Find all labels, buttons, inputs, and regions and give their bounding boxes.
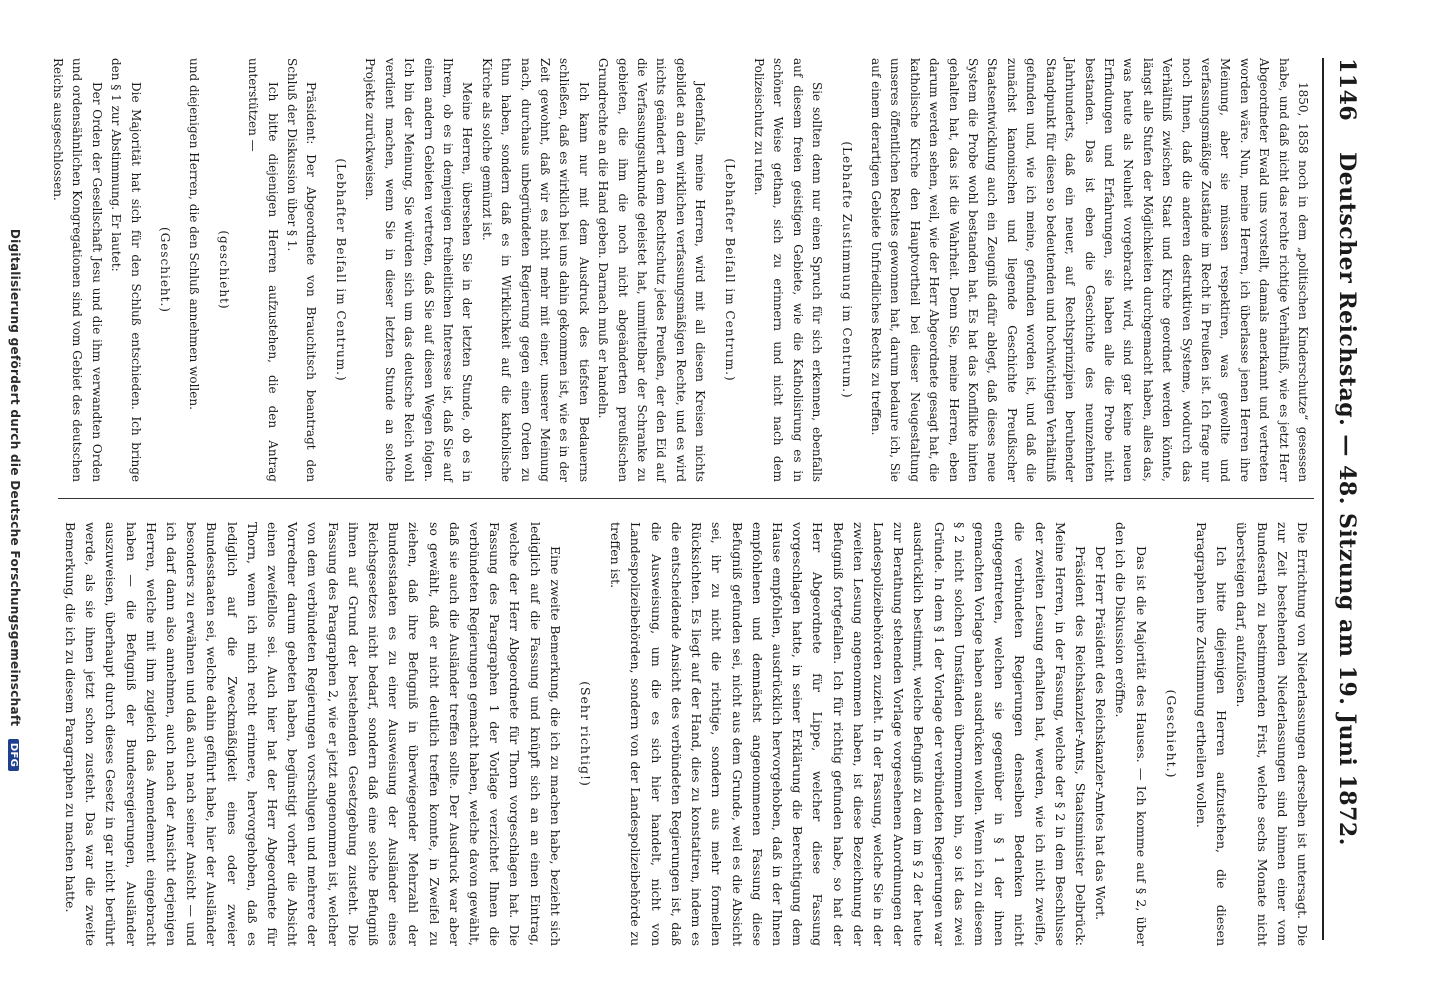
dfg-logo: DFG [8,739,19,771]
stage-direction: (Sehr richtig!) [578,681,594,787]
paragraph: 1850, 1858 noch in dem „politischen Kinderschutze“ gesessen habe, und daß nicht das rechte richtige Verhältniß, wie es jetzt Herr Abgeordneter Ewald uns vorstellt, damals anerkannt und vertreten worden wäre. Nun, meine Herren, ich überlasse jenen Herren ihre Meinung, aber sie müssen respektiren, was gewollte und verfassungsmäßige Zustände im Recht in Preußen ist. Ich frage nur noch Ihnen, daß die anderen destruktiven Systeme, wodurch das Verhältniß zwischen Staat und Kirche geordnet werden könnte, längst alle Stufen der Möglichkeiten durchgemacht haben, alles das, was heute als Neuheit vorgebracht wird, sind gar keine neuen Erfindungen und Erfahrungen, sie haben alle die Probe nicht bestanden. Das ist eben die Geschichte des neunzehnten Jahrhunderts, daß ein neuer, auf Rechtsprinzipien beruhender Standpunkt für diesen so bedeutenden und hochwichtigen Verhältniß gefunden und, wie ich meine, gefunden worden ist, und daß die zunächst kanonischen und liegende Geschichte Preußischer Staatsentwicklung auch ein Zeugniß dafür ablegt, daß dieses neue System die Probe wohl bestanden hat. Es hat das Konflikte hinten gehalten hat, das ist die Wahrheit. Denn Sie, meine Herren, eben darum werden sehen, weil, wie der Herr Abgeordnete gesagt hat, die katholische Kirche den Hauptvortheil bei dieser Neugestaltung unseres öffentlichen Rechtes gewonnen hat, darum bedaure ich, Sie auf einem derartigen Gebiete Unfriedliches Rechts zu treffen. [869,58,1310,482]
stage-direction: (Geschieht.) [158,227,173,313]
paragraph: und diejenigen Herren, die den Schluß annehmen wollen. [187,58,202,410]
digitization-credit [2,0,22,1000]
header-rule [1322,58,1324,940]
paragraph: Die Errichtung von Niederlassungen derselben ist untersagt. Die zur Zeit bestehenden Niederlassungen sind binnen einer vom Bundesrath zu bestimmenden Frist, welche sechs Monate nicht übersteigen darf, aufzulösen. [1234,522,1310,946]
paragraph: Sie sollten denn nur einen Spruch für sich erkennen, ebenfalls auf diesem freien geistigen Gebiete, wie die Katholisirung es in schöner Weise gethan, sich zu erinnern und nicht nach dem Polizeischutz zu rufen. [752,58,825,482]
right-column [60,522,1312,946]
stage-direction: (Lebhafte Zustimmung im Centrum.) [839,141,854,399]
stage-direction: (Lebhafter Beifall im Centrum.) [333,158,348,382]
stage-direction: (Lebhafter Beifall im Centrum.) [722,158,737,382]
left-column [48,58,1312,482]
paragraph: Das ist die Majorität des Hauses. — Ich komme auf § 2, über den ich die Diskussion eröffne. [1113,522,1149,946]
credit-text: Digitalisierung gefördert durch die Deutsche Forschungsgemeinschaft [8,228,22,727]
paragraph: Ich bitte diejenigen Herren aufzustehen, die diesen Paragraphen ihre Zustimmung ertheilen wollen. [1193,522,1230,946]
page-number: 1146 [1334,58,1360,122]
speaker-paragraph: Präsident: Der Abgeordnete von Brauchitsch beantragt den Schluß der Diskussion über § 1. [285,58,319,482]
paragraph: Ich bitte diejenigen Herren aufzustehen, die den Antrag unterstützen — [246,58,280,482]
paragraph: Eine zweite Bemerkung, die ich zu machen habe, bezieht sich lediglich auf die Fassung und knüpft sich an an einen Eintrag, welche der Herr Abgeordnete für Thorn vorgeschlagen hat. Die Fassung des Paragraphen 1 der Vorlage verzichtet Ihnen die verbündeten Regierungen gemacht haben, welche davon gewählt, daß sie auch die Ausländer treffen sollte. Der Ausdruck war aber so gewählt, daß er nicht deutlich treffen konnte, in Zweifel zu ziehen, daß ihre Befugniß in überwiegender Mehrzahl der Bundesstaaten es zu einer Ausweisung der Ausländer eines Reichsgesetzes nicht bedarf, sondern daß eine solche Befugniß ihnen auf Grund der bestehenden Gesetzgebung zusteht. Die Fassung des Paragraphen 2, wie er jetzt angenommen ist, welcher von dem verbündeten Regierungen vorschlugen und mehrere der Vorredner darum gebeten haben, begünstigt vorher die Absicht einen zweifellos sei. Auch hier hat der Herr Abgeordnete für Thorn, wenn ich mich recht erinnere, hervorgehoben, daß es lediglich auf die Zweckmäßigkeit eines oder zweier Bundesstaaten sei, welche dahin geführt habe, hier der Ausländer besonders zu erwähnen und daß auch nach seiner Ansicht — und ich darf dann also annehmen, auch nach der Ansicht derjenigen Herren, welche mit ihm zugleich das Amendement eingebracht haben — die Befugniß der Bundesregierungen, Ausländer auszuweisen, überhaupt durch dieses Gesetz in gar nicht berührt werde, als sie ihnen jetzt schon zusteht. Das war die zweite Bemerkung, die ich zu diesem Paragraphen zu machen hatte. [63,522,563,946]
column-divider [58,498,1314,499]
paragraph: Der Herr Präsident des Reichskanzler-Amtes hat das Wort. [1093,546,1109,921]
paragraph: Die Majorität hat sich für den Schluß entschieden. Ich bringe den § 1 zur Abstimmung. Er lautet: [109,58,143,482]
speaker-paragraph: Präsident des Reichskanzler-Amts, Staatsminister Delbrück: Meine Herren, in der Fassung, welche der § 2 in dem Beschlusse der zweiten Lesung erhalten hat, werden, wie ich nicht zweifle, die verbündeten Regierungen denselben Bedenken nicht entgegentreten, welchen sie gegenüber in § 1 der ihnen gemachten Vorlage haben ausdrücken wollen. Wenn ich zu diesem § 2 nicht solchen Umständen übernommen bin, so ist das zwei Gründe. In dem § 1 der Vorlage der verbündeten Regierungen war ausdrücklich bestimmt, welche Befugniß zu dem im § 2 der heute zur Berathung stehenden Vorlage vorgesehenen Anordnungen der Landespolizeibehörden zuzieht. In der Fassung, welche Sie in der zweiten Lesung angenommen haben, ist diese Bezeichnung der Befugniß fortgefallen. Ich für richtig gefunden habe, so hat der Herr Abgeordnete für Lippe, welcher diese Fassung vorgeschlagen hatte, in seiner Erklärung die Berechtigung dem Hause empfohlen, ausdrücklich hervorgehoben, daß in der Ihnen empfohlenen und demnächst angenommenen Fassung diese Befugniß gefunden sei, nicht aus dem Grunde, weil es die Absicht sei, ihr zu nicht die richtige, sondern aus mehr formellen Rücksichten. Es liegt auf der Hand, dies zu konstatiren, indem es die entscheidende Ansicht des verbündeten Regierungen ist, daß die Ausweisung, um die es sich hier handelt, nicht von Landespolizeibehörden, sondern von der Landespolizeibehörde zu treffen ist. [608,522,1088,946]
paragraph: Ich kann nur mit dem Ausdruck des tiefsten Bedauerns schließen, daß es wirklich bei uns dahin gekommen ist, wie es in der Zeit gewohnt, daß wir es nicht mehr mit einer, unserer Meinung nach, durchaus unbegründeten Regierung gegen einen Orden zu thun haben, sondern daß es in Wirklichkeit auf die katholische Kirche als solche gemünzt ist. [479,58,591,482]
stage-direction: (geschieht) [216,230,231,310]
paragraph: Jedenfalls, meine Herren, wird mit all diesen Kreisen nichts gebildet an dem wirklichen verfassungsmäßigen Rechte, und es wird nichts geändert an dem Rechtschutz jedes Preußen, der den Eid auf die Verfassungsurkunde geleistet hat, unmittelbar der Schranke zu gebieten, die ihm die noch nicht abgeänderten preußischen Grundrechte an die Hand geben. Darnach muß er handeln. [596,58,708,482]
stage-direction: (Geschieht.) [1163,689,1179,779]
paragraph: Meine Herren, übersehen Sie in der letzten Stunde, ob es in Ihrem, ob es in demjenigen freiheitlichen Interesse ist, daß Sie auf einen andern Gebieten vertreten, daß Sie auf diesen Wegen folgen. Ich bin der Meinung, Sie würden sich um das deutsche Reich wohl verdient machen, wenn Sie in dieser letzten Stunde an solche Projekte zurückweisen. [363,58,475,482]
page-title: Deutscher Reichstag. — 48. Sitzung am 19. Juni 1872. [1334,152,1360,846]
quoted-paragraph: Der Orden der Gesellschaft Jesu und die ihm verwandten Orden und ordensähnlichen Kongregationen sind vom Gebiet des deutschen Reichs ausgeschlossen. [51,58,104,482]
running-header [1326,58,1360,940]
